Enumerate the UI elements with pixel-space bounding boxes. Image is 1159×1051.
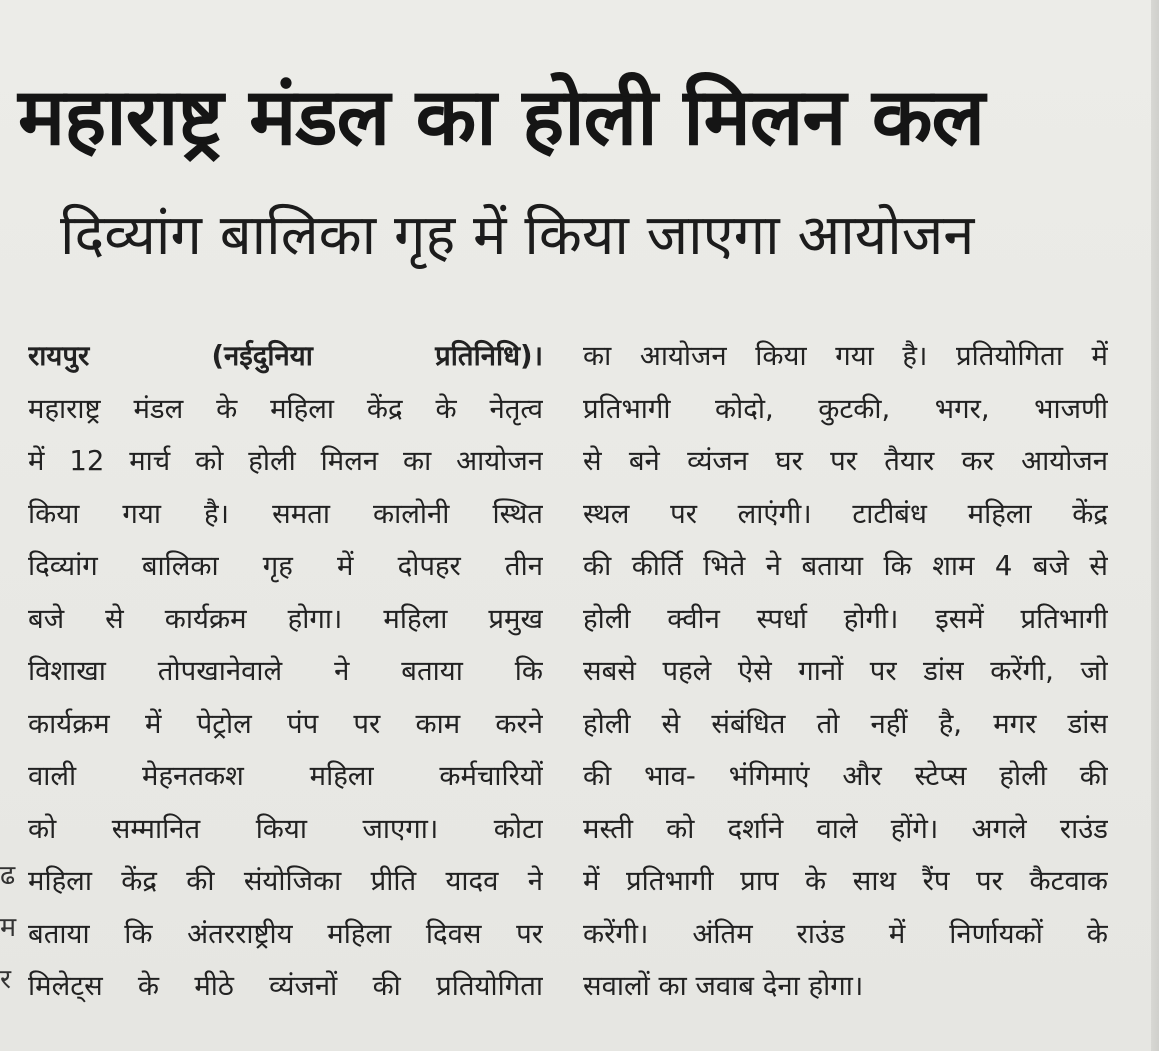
- adjacent-column-fragment: ढ: [0, 860, 16, 891]
- headline: महाराष्ट्र मंडल का होली मिलन कल: [18, 71, 985, 163]
- column-1-line: वाली मेहनतकश महिला कर्मचारियों: [28, 760, 543, 792]
- column-1-line: बजे से कार्यक्रम होगा। महिला प्रमुख: [28, 602, 543, 635]
- column-1-line: में 12 मार्च को होली मिलन का आयोजन: [28, 445, 543, 477]
- column-1-line: विशाखा तोपखानेवाले ने बताया कि: [28, 655, 543, 687]
- column-2-line: सबसे पहले ऐसे गानों पर डांस करेंगी, जो: [583, 655, 1108, 687]
- column-2-line: की भाव- भंगिमाएं और स्टेप्स होली की: [583, 760, 1108, 792]
- adjacent-column-fragment: र: [0, 964, 12, 995]
- subheadline: दिव्यांग बालिका गृह में किया जाएगा आयोजन: [60, 203, 975, 268]
- article-column-1: [28, 330, 543, 1013]
- adjacent-column-fragment: म: [0, 912, 17, 943]
- column-1-line: दिव्यांग बालिका गृह में दोपहर तीन: [28, 550, 543, 582]
- column-1-line: बताया कि अंतरराष्ट्रीय महिला दिवस पर: [28, 917, 543, 950]
- column-1-line: महाराष्ट्र मंडल के महिला केंद्र के नेतृत्व: [28, 392, 543, 425]
- column-2-line: होली क्वीन स्पर्धा होगी। इसमें प्रतिभागी: [583, 602, 1108, 635]
- page-edge-shadow: [1151, 0, 1159, 1051]
- column-1-line: किया गया है। समता कालोनी स्थित: [28, 497, 543, 530]
- column-2-line: से बने व्यंजन घर पर तैयार कर आयोजन: [583, 445, 1108, 477]
- column-2-line: का आयोजन किया गया है। प्रतियोगिता में: [583, 340, 1108, 372]
- column-1-line: कार्यक्रम में पेट्रोल पंप पर काम करने: [28, 707, 543, 740]
- column-2-line: मस्ती को दर्शाने वाले होंगे। अगले राउंड: [583, 812, 1108, 845]
- column-2-line: की कीर्ति भिते ने बताया कि शाम 4 बजे से: [583, 550, 1108, 582]
- adjacent-column-fragments: [0, 850, 22, 1006]
- column-2-line: होली से संबंधित तो नहीं है, मगर डांस: [583, 707, 1108, 740]
- column-2-line: प्रतिभागी कोदो, कुटकी, भगर, भाजणी: [583, 392, 1108, 425]
- column-1-line: महिला केंद्र की संयोजिका प्रीति यादव ने: [28, 865, 543, 897]
- dateline: रायपुर (नईदुनिया प्रतिनिधि)।: [28, 340, 543, 372]
- column-2-line: स्थल पर लाएंगी। टाटीबंध महिला केंद्र: [583, 497, 1108, 530]
- column-2-line: करेंगी। अंतिम राउंड में निर्णायकों के: [583, 917, 1108, 950]
- article-column-2: [583, 330, 1108, 1013]
- column-2-line: में प्रतिभागी प्राप के साथ रैंप पर कैटवाक: [583, 865, 1108, 897]
- column-2-line: सवालों का जवाब देना होगा।: [583, 970, 864, 1002]
- column-1-line: मिलेट्स के मीठे व्यंजनों की प्रतियोगिता: [28, 970, 543, 1002]
- column-1-line: को सम्मानित किया जाएगा। कोटा: [28, 812, 543, 845]
